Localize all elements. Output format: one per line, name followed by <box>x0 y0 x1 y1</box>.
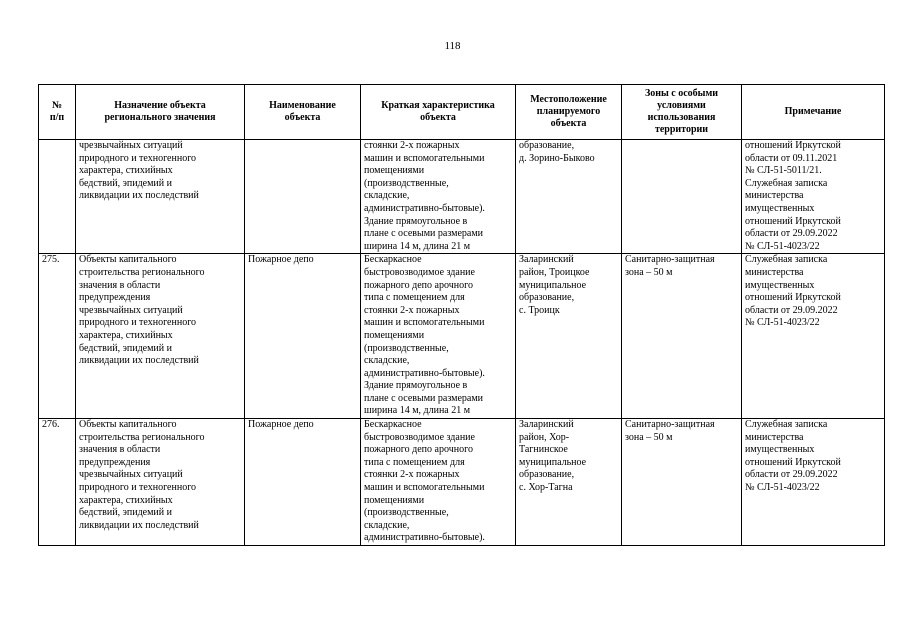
cell-line: области от 29.09.2022 <box>745 469 838 481</box>
cell-description <box>361 254 516 419</box>
header-number <box>39 85 76 140</box>
cell-line: с. Хор-Тагна <box>519 482 573 494</box>
cell-line: имущественных <box>745 444 815 456</box>
cell-line: район, Хор- <box>519 431 570 443</box>
cell-line: № СЛ-51-4023/22 <box>745 482 820 494</box>
cell-number <box>39 419 76 546</box>
page-number: 118 <box>444 40 461 52</box>
cell-line: плане с осевыми размерами <box>364 228 484 240</box>
cell-line: отношений Иркутской <box>745 292 841 304</box>
cell-line: ширина 14 м, длина 21 м <box>364 240 471 252</box>
cell-line: стоянки 2-х пожарных <box>364 469 460 481</box>
header-name <box>245 85 361 140</box>
cell-line: помещениями <box>364 329 425 341</box>
header-line: объекта <box>550 118 587 129</box>
cell-line: стоянки 2-х пожарных <box>364 140 460 151</box>
cell-line: строительства регионального <box>79 266 205 278</box>
cell-line: министерства <box>745 190 804 202</box>
cell-line: чрезвычайных ситуаций <box>79 304 183 316</box>
cell-line: имущественных <box>745 202 815 214</box>
cell-line: д. Зорино-Быково <box>519 152 595 164</box>
header-line: объекта <box>420 112 456 123</box>
cell-line: с. Троицк <box>519 304 560 316</box>
table-row <box>39 419 885 546</box>
cell-object-name <box>245 419 361 546</box>
cell-line: бедствий, эпидемий и <box>79 342 172 354</box>
table-body <box>39 140 885 546</box>
cell-line: зона – 50 м <box>625 266 673 278</box>
cell-line: муниципальное <box>519 279 587 291</box>
cell-line: характера, стихийных <box>79 165 173 177</box>
cell-location <box>516 254 622 419</box>
cell-line: строительства регионального <box>79 431 205 443</box>
header-location <box>516 85 622 140</box>
cell-line: № СЛ-51-5011/21. <box>745 165 822 177</box>
cell-line: (производственные, <box>364 342 449 354</box>
cell-line: образование, <box>519 292 575 304</box>
cell-line: (производственные, <box>364 177 449 189</box>
cell-line: Пожарное депо <box>248 254 314 266</box>
cell-line: отношений Иркутской <box>745 140 841 151</box>
cell-line: зона – 50 м <box>625 431 673 443</box>
table-row <box>39 254 885 419</box>
cell-line: № СЛ-51-4023/22 <box>745 240 820 252</box>
header-line: Местоположение <box>530 94 607 105</box>
header-line: объекта <box>284 112 321 123</box>
document-table <box>38 84 885 546</box>
header-line: регионального значения <box>104 112 216 123</box>
cell-location <box>516 419 622 546</box>
cell-purpose <box>76 419 245 546</box>
cell-note <box>742 419 885 546</box>
header-description <box>361 85 516 140</box>
cell-line: район, Троицкое <box>519 266 590 278</box>
cell-line: отношений Иркутской <box>745 215 841 227</box>
cell-line: Пожарное депо <box>248 419 314 431</box>
cell-line: Санитарно-защитная <box>625 419 715 431</box>
cell-line: (производственные, <box>364 507 449 519</box>
cell-line: характера, стихийных <box>79 494 173 506</box>
cell-line: типа с помещением для <box>364 292 465 304</box>
cell-line: природного и техногенного <box>79 152 197 164</box>
header-line: территории <box>654 124 709 135</box>
cell-line: машин и вспомогательными <box>364 317 485 329</box>
cell-line: предупреждения <box>79 292 151 304</box>
cell-line: природного и техногенного <box>79 317 197 329</box>
cell-line: быстровозводимое здание <box>364 431 475 443</box>
header-line: планируемого <box>536 106 601 117</box>
header-line: условиями <box>657 100 706 111</box>
cell-line: административно-бытовые). <box>364 367 485 379</box>
cell-line: быстровозводимое здание <box>364 266 475 278</box>
cell-line: бедствий, эпидемий и <box>79 177 172 189</box>
cell-line: складские, <box>364 355 410 367</box>
cell-number <box>39 140 76 254</box>
cell-line: Здание прямоугольное в <box>364 380 468 392</box>
cell-description <box>361 419 516 546</box>
cell-line: машин и вспомогательными <box>364 482 485 494</box>
cell-line: типа с помещением для <box>364 456 465 468</box>
cell-zones <box>622 140 742 254</box>
cell-line: области от 29.09.2022 <box>745 304 838 316</box>
cell-line: образование, <box>519 469 575 481</box>
cell-line: Бескаркасное <box>364 419 422 431</box>
header-line: Зоны с особыми <box>644 88 719 99</box>
cell-line: пожарного депо арочного <box>364 444 473 456</box>
cell-line: значения в области <box>79 279 161 291</box>
cell-line: ширина 14 м, длина 21 м <box>364 405 471 417</box>
header-line: Наименование <box>269 100 336 111</box>
cell-note <box>742 254 885 419</box>
cell-line: отношений Иркутской <box>745 456 841 468</box>
cell-line: административно-бытовые). <box>364 532 485 544</box>
cell-object-name <box>245 254 361 419</box>
cell-line: Служебная записка <box>745 254 828 266</box>
cell-line: области от 09.11.2021 <box>745 152 838 164</box>
cell-line: 275. <box>42 254 60 266</box>
cell-line: пожарного депо арочного <box>364 279 473 291</box>
cell-line: № СЛ-51-4023/22 <box>745 317 820 329</box>
cell-line: машин и вспомогательными <box>364 152 485 164</box>
cell-purpose <box>76 140 245 254</box>
cell-line: Здание прямоугольное в <box>364 215 468 227</box>
cell-line: ликвидации их последствий <box>79 190 199 202</box>
cell-line: Служебная записка <box>745 419 828 431</box>
header-line: Назначение объекта <box>114 100 206 111</box>
cell-line: административно-бытовые). <box>364 202 485 214</box>
cell-line: Служебная записка <box>745 177 828 189</box>
cell-location <box>516 140 622 254</box>
cell-line: природного и техногенного <box>79 482 197 494</box>
cell-line: ликвидации их последствий <box>79 355 199 367</box>
cell-description <box>361 140 516 254</box>
cell-line: помещениями <box>364 165 425 177</box>
cell-line: министерства <box>745 431 804 443</box>
cell-line: стоянки 2-х пожарных <box>364 304 460 316</box>
header-line: п/п <box>49 112 65 123</box>
cell-line: имущественных <box>745 279 815 291</box>
header-line: № <box>51 100 63 111</box>
cell-zones <box>622 419 742 546</box>
cell-line: чрезвычайных ситуаций <box>79 140 183 151</box>
cell-line: Тагнинское <box>519 444 568 456</box>
cell-line: предупреждения <box>79 456 151 468</box>
cell-line: образование, <box>519 140 575 151</box>
header-zones <box>622 85 742 140</box>
header-line: Краткая характеристика <box>381 100 495 111</box>
cell-purpose <box>76 254 245 419</box>
header-line: Примечание <box>784 106 842 117</box>
cell-line: чрезвычайных ситуаций <box>79 469 183 481</box>
cell-line: значения в области <box>79 444 161 456</box>
header-line: использования <box>647 112 716 123</box>
table-header-row <box>39 85 885 140</box>
table-row <box>39 140 885 254</box>
cell-zones <box>622 254 742 419</box>
cell-line: ликвидации их последствий <box>79 519 199 531</box>
cell-line: 276. <box>42 419 60 431</box>
header-note <box>742 85 885 140</box>
cell-line: муниципальное <box>519 456 587 468</box>
header-purpose <box>76 85 245 140</box>
cell-line: области от 29.09.2022 <box>745 228 838 240</box>
cell-line: Объекты капитального <box>79 254 177 266</box>
cell-line: складские, <box>364 190 410 202</box>
cell-number <box>39 254 76 419</box>
cell-line: Заларинский <box>519 254 574 266</box>
cell-line: плане с осевыми размерами <box>364 392 484 404</box>
cell-line: помещениями <box>364 494 425 506</box>
cell-line: Санитарно-защитная <box>625 254 715 266</box>
cell-line: характера, стихийных <box>79 329 173 341</box>
cell-line: Объекты капитального <box>79 419 177 431</box>
cell-line: складские, <box>364 519 410 531</box>
cell-object-name <box>245 140 361 254</box>
cell-note <box>742 140 885 254</box>
cell-line: министерства <box>745 266 804 278</box>
cell-line: Заларинский <box>519 419 574 431</box>
cell-line: Бескаркасное <box>364 254 422 266</box>
cell-line: бедствий, эпидемий и <box>79 507 172 519</box>
